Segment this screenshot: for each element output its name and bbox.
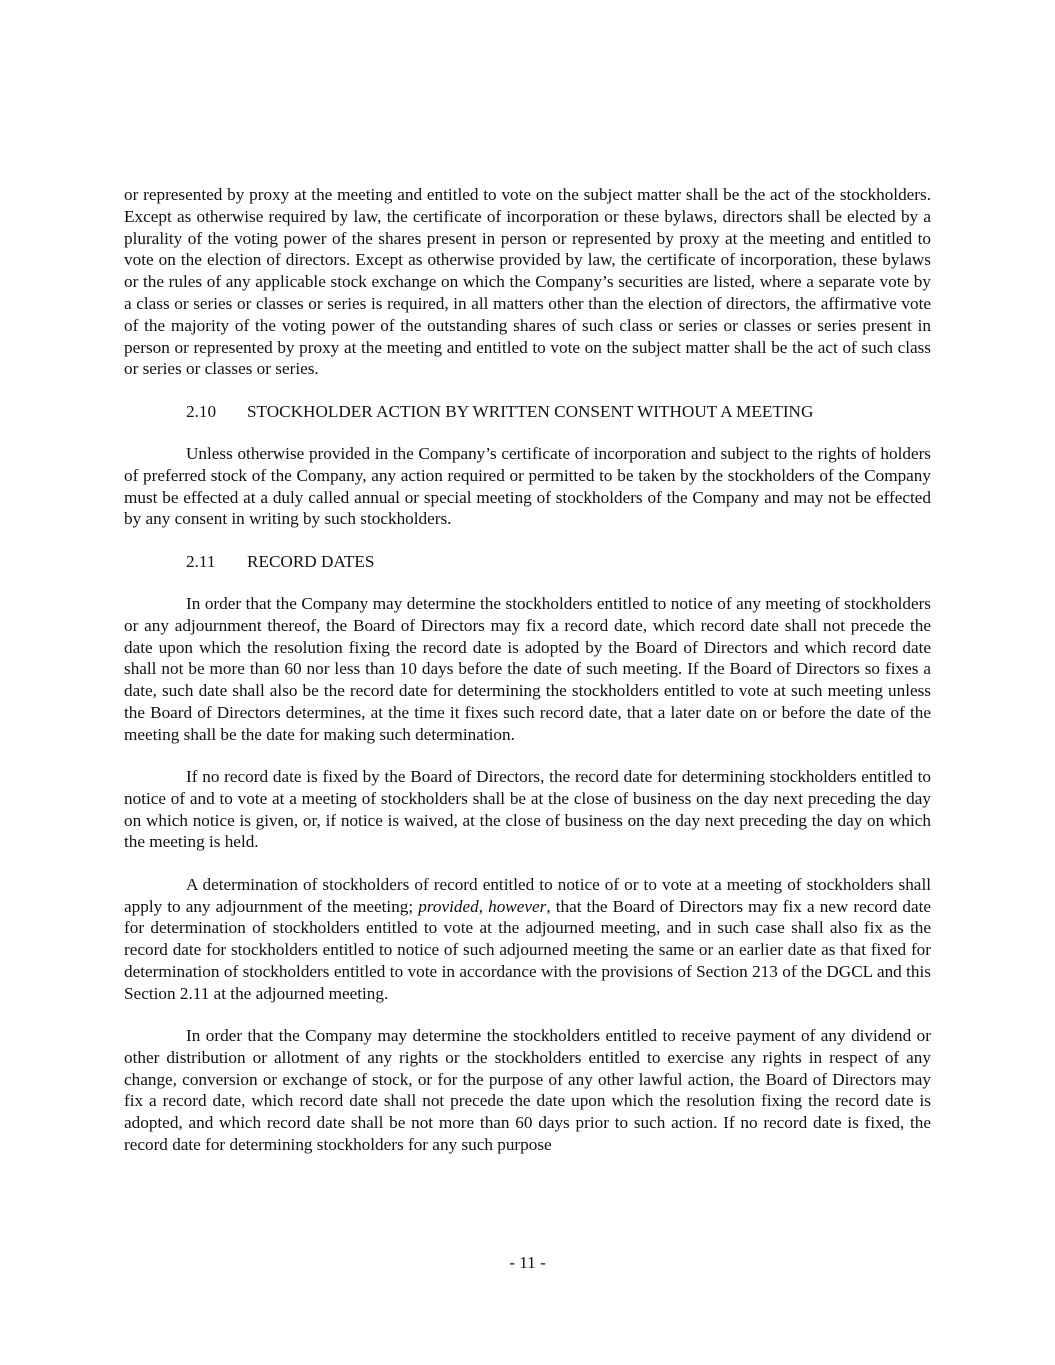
- paragraph-text: A determination of stockholders of record entitled to notice of or to vote at a meeting of stockholders shall apply to any adjournment of the meeting;: [124, 874, 931, 916]
- section-2-11-paragraph-3: [124, 874, 931, 1005]
- section-number: 2.10: [186, 401, 217, 421]
- section-heading-2-11: [186, 551, 931, 573]
- section-title: RECORD DATES: [247, 551, 375, 571]
- italic-phrase: provided, however: [418, 896, 547, 916]
- continued-paragraph: or represented by proxy at the meeting and entitled to vote on the subject matter shall be the act of the stockholders. Except as otherwise required by law, the certificate of incorporation or these bylaws, directors shall be elected by a plurality of the voting power of the shares present in person or represented by proxy at the meeting and entitled to vote on the election of directors. Except as otherwise provided by law, the certificate of incorporation, these bylaws or the rules of any applicable stock exchange on which the Company’s securities are listed, where a separate vote by a class or series or classes or series is required, in all matters other than the election of directors, the affirmative vote of the majority of the voting power of the outstanding shares of such class or series or classes or series present in person or represented by proxy at the meeting and entitled to vote on the subject matter shall be the act of such class or series or classes or series.: [124, 185, 931, 379]
- section-2-11-paragraph-1: In order that the Company may determine the stockholders entitled to notice of any meeting of stockholders or any adjournment thereof, the Board of Directors may fix a record date, which record date shall not precede the date upon which the resolution fixing the record date is adopted by the Board of Directors and which record date shall not be more than 60 nor less than 10 days before the date of such meeting. If the Board of Directors so fixes a date, such date shall also be the record date for determining the stockholders entitled to vote at such meeting unless the Board of Directors determines, at the time it fixes such record date, that a later date on or before the date of the meeting shall be the date for making such determination.: [124, 593, 931, 744]
- section-title: STOCKHOLDER ACTION BY WRITTEN CONSENT WITHOUT A MEETING: [247, 401, 814, 421]
- paragraph-text: , that the Board of Directors may fix a new record date for determination of stockholders entitled to vote at the adjourned meeting, and in such case shall also fix as the record date for stockholders entitled to notice of such adjourned meeting the same or an earlier date as that fixed for determination of stockholders entitled to vote in accordance with the provisions of Section 213 of the DGCL and this Section 2.11 at the adjourned meeting.: [124, 896, 931, 1003]
- document-page: [124, 184, 931, 1156]
- page-number: - 11 -: [509, 1253, 546, 1272]
- section-2-11-paragraph-4: In order that the Company may determine the stockholders entitled to receive payment of any dividend or other distribution or allotment of any rights or the stockholders entitled to exercise any rights in respect of any change, conversion or exchange of stock, or for the purpose of any other lawful action, the Board of Directors may fix a record date, which record date shall not precede the date upon which the resolution fixing the record date is adopted, and which record date shall be not more than 60 days prior to such action. If no record date is fixed, the record date for determining stockholders for any such purpose: [124, 1026, 931, 1154]
- section-2-11-paragraph-2: If no record date is fixed by the Board of Directors, the record date for determining stockholders entitled to notice of and to vote at a meeting of stockholders shall be at the close of business on the day next preceding the day on which notice is given, or, if notice is waived, at the close of business on the day next preceding the day on which the meeting is held.: [124, 767, 931, 852]
- section-heading-2-10: [186, 401, 931, 423]
- section-2-10-body: Unless otherwise provided in the Company’s certificate of incorporation and subject to the rights of holders of preferred stock of the Company, any action required or permitted to be taken by the stockholders of the Company must be effected at a duly called annual or special meeting of stockholders of the Company and may not be effected by any consent in writing by such stockholders.: [124, 443, 931, 529]
- section-number: 2.11: [186, 551, 216, 571]
